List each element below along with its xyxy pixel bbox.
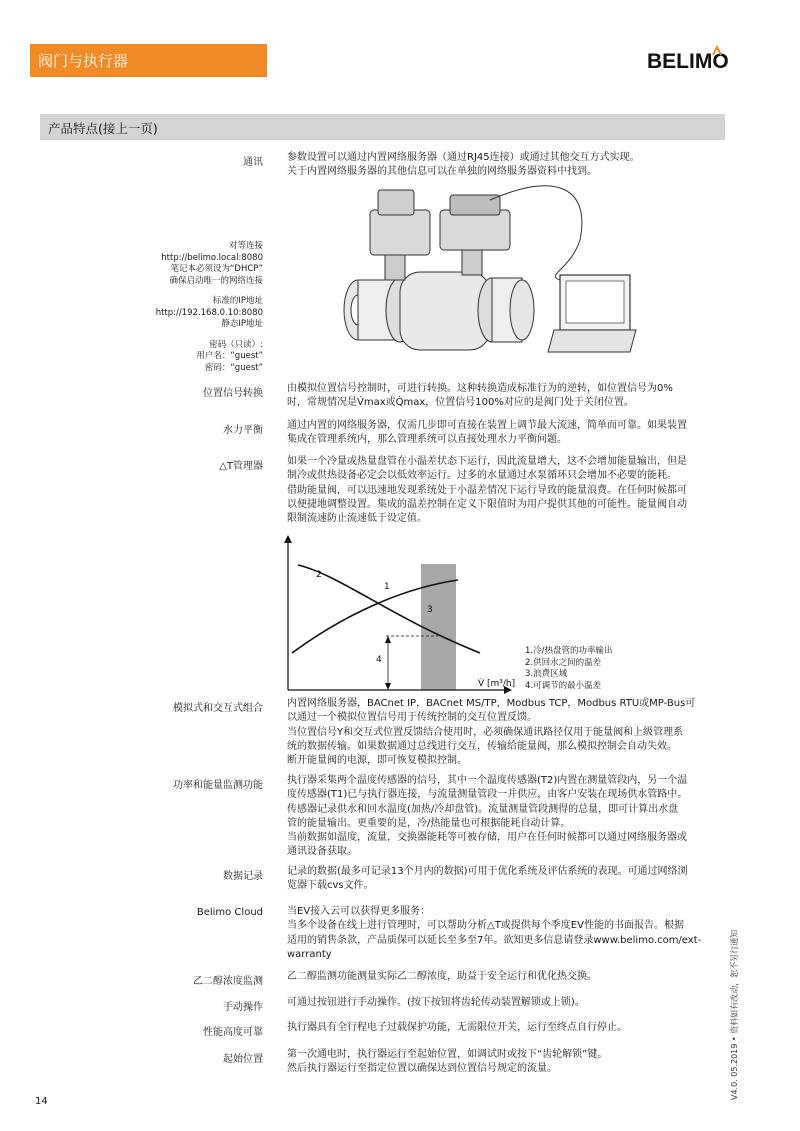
label-analog: 模拟式和交互式组合 (173, 703, 263, 714)
text-line: 记录的数据(最多可记录13个月内的数据)可用于优化系统及评估系统的表现。可通过网络浏 (287, 866, 688, 877)
text-line: 当前数据如温度，流量，交换器能耗等可被存储，用户在任何时候都可以通过网络服务器或 (287, 832, 687, 844)
curve-label-3: 3 (427, 605, 433, 615)
text-line: 当多个设备在线上进行管理时，可以帮助分析△T或提供每个季度EV性能的书面报告。根据 (287, 920, 684, 932)
text-line: 由模拟位置信号控制时，可进行转换。这种转换造成标准行为的逆转，如位置信号为0% (287, 383, 673, 394)
text-manual (287, 996, 727, 1010)
text-line: 度传感器(T1)已与执行器连接，与流量测量管段一并供应，由客户安装在现场供水管路中。 (287, 789, 688, 801)
label-dt: △T管理器 (219, 461, 263, 472)
curve-label-4: 4 (376, 655, 382, 665)
text-position (287, 382, 727, 411)
text-balance (287, 419, 727, 448)
label-start: 起始位置 (223, 1054, 263, 1065)
text-tongxun (287, 151, 727, 180)
label-manual: 手动操作 (223, 1002, 263, 1013)
text-dt (287, 455, 727, 526)
text-line: 当位置信号Y和交互式位置反馈结合使用时，必须确保通讯路径仅用于能量阀和上级管理系 (287, 726, 684, 738)
note-peer-unique: 确保启动唯一的网络连接 (169, 275, 263, 286)
text-start (287, 1048, 727, 1077)
text-line: warranty (287, 948, 332, 960)
version-note: V4.0. 05.2019 • 资料如有改动，恕不另行通知 (730, 929, 739, 1100)
curve-label-2: 2 (316, 570, 322, 580)
text-record (287, 865, 727, 894)
label-glycol: 乙二醇浓度监测 (193, 976, 263, 987)
text-cloud (287, 905, 727, 962)
header-title: 阀门与执行器 (38, 52, 129, 70)
note-ip-title: 标准的IP地址 (212, 296, 263, 306)
legend-item: 3.浪费区域 (525, 669, 568, 679)
note-peer-title: 对等连接 (228, 241, 263, 251)
legend-item: 1.冷/热盘管的功率输出 (525, 646, 613, 656)
header-bar (30, 44, 267, 77)
curve-label-1: 1 (384, 582, 390, 592)
label-cloud: Belimo Cloud (196, 907, 263, 918)
valve-laptop-illustration (330, 180, 650, 370)
text-line: 执行器采集两个温度传感器的信号，其中一个温度传感器(T2)内置在测量管段内，另一个温 (287, 775, 688, 786)
text-line: 适用的销售条款，产品质保可以延长至多至7年。欲知更多信息请登录www.belimo.com/ext- (287, 934, 702, 946)
text-line: 以便捷地调整设置。集成的温差控制在定义下限值时为用户提供其他的可能性。能量阀自动 (287, 498, 687, 510)
text-line: 第一次通电时，执行器运行至起始位置，如调试时或按下“齿轮解锁”键。 (287, 1049, 608, 1060)
label-position: 位置信号转换 (203, 388, 263, 399)
label-balance: 水力平衡 (223, 425, 263, 436)
text-line: 传感器记录供水和回水温度(加热/冷却盘管)。流量测量管段测得的总量，即可计算出水盘 (287, 803, 679, 815)
min-dt-arrow-up (385, 636, 391, 643)
note-pw-pass: 密码：“guest” (204, 362, 263, 373)
text-glycol (287, 970, 727, 984)
brand-logo: BELIMO (647, 50, 729, 73)
text-line: 乙二醇监测功能测量实际乙二醇浓度，助益于安全运行和优化热交换。 (287, 971, 597, 982)
note-pw-user: 用户名：“guest” (196, 351, 263, 361)
text-line: 集成在管理系统内，那么管理系统可以直接处理水力平衡问题。 (287, 434, 567, 446)
section-bar (40, 114, 725, 140)
text-line: 制冷或供热设备必定会以低效率运行。过多的水量通过水泵循环只会增加不必要的能耗。 (287, 470, 677, 482)
chart-legend (525, 646, 612, 692)
text-line: 通过内置的网络服务器，仅需几步即可直接在装置上调节最大流速，简单而可靠。如果装置 (287, 420, 687, 431)
text-line: 统的数据传输。如果数据通过总线进行交互，传输给能量阀，那么模拟控制会自动失效。 (287, 740, 677, 752)
text-line: 通讯设备获取。 (287, 846, 357, 858)
page-number: 14 (35, 1096, 48, 1107)
note-peer-url: http://belimo.local:8080 (161, 252, 263, 263)
text-line: 断开能量阀的电源，即可恢复模拟控制。 (287, 755, 467, 767)
text-line: 内置网络服务器，BACnet IP，BACnet MS/TP，Modbus TCP，Modbus RTU或MP-Bus可 (287, 698, 696, 709)
note-ip-static: 静态IP地址 (221, 319, 263, 329)
text-line: 时，常规情况是V̇max或Q̇max，位置信号100%对应的是阀门处于关闭位置。 (287, 397, 634, 409)
label-power: 功率和能量监测功能 (173, 780, 263, 791)
section-title: 产品特点(接上一页) (48, 121, 158, 136)
text-line: 以通过一个模拟位置信号用于传统控制的交互位置反馈。 (287, 712, 537, 724)
x-axis-label: V̇ [m³/h] (478, 679, 516, 689)
text-line: 参数设置可以通过内置网络服务器（通过RJ45连接）或通过其他交互方式实现。 (287, 152, 640, 163)
label-protect: 性能高度可靠 (203, 1027, 263, 1038)
text-line: 览器下载cvs文件。 (287, 880, 374, 892)
text-line: 管的能量输出。更重要的是，冷/热能量也可根据能耗自动计算。 (287, 817, 571, 829)
text-line: 借助能量阀，可以迅速地发现系统处于小温差情况下运行导致的能量浪费。在任何时候都可 (287, 484, 687, 496)
text-line: 可通过按钮进行手动操作。(按下按钮将齿轮传动装置解锁或上锁)。 (287, 997, 585, 1008)
text-line: 限制流速防止流速低于设定值。 (287, 513, 427, 525)
dt-chart (280, 535, 530, 695)
y-axis-arrow (284, 535, 292, 543)
text-line: 执行器具有全行程电子过载保护功能，无需限位开关，运行至终点自行停止。 (287, 1022, 627, 1033)
side-notes (156, 241, 263, 374)
text-analog (287, 697, 727, 768)
note-peer-dhcp: 笔记本必须设为“DHCP” (170, 264, 263, 274)
text-line: 如果一个冷量或热量盘管在小温差状态下运行，因此流量增大，这不会增加能量输出，但是 (287, 456, 687, 467)
label-tongxun: 通讯 (243, 157, 263, 168)
note-pw-title: 密码（只读）: (209, 339, 263, 350)
text-line: 当EV接入云可以获得更多服务： (287, 906, 431, 917)
legend-item: 4.可调节的最小温差 (525, 680, 602, 691)
text-line: 关于内置网络服务器的其他信息可以在单独的网络服务器资料中找到。 (287, 166, 597, 178)
label-record: 数据记录 (223, 871, 263, 882)
legend-item: 2.供回水之间的温差 (525, 657, 602, 668)
text-power (287, 774, 727, 860)
logo-mark-icon (712, 46, 722, 56)
text-line: 然后执行器运行至指定位置以确保达到位置信号规定的流量。 (287, 1063, 557, 1075)
text-protect (287, 1021, 727, 1035)
min-dt-arrow-down (385, 683, 391, 690)
note-ip-url: http://192.168.0.10:8080 (155, 307, 263, 318)
